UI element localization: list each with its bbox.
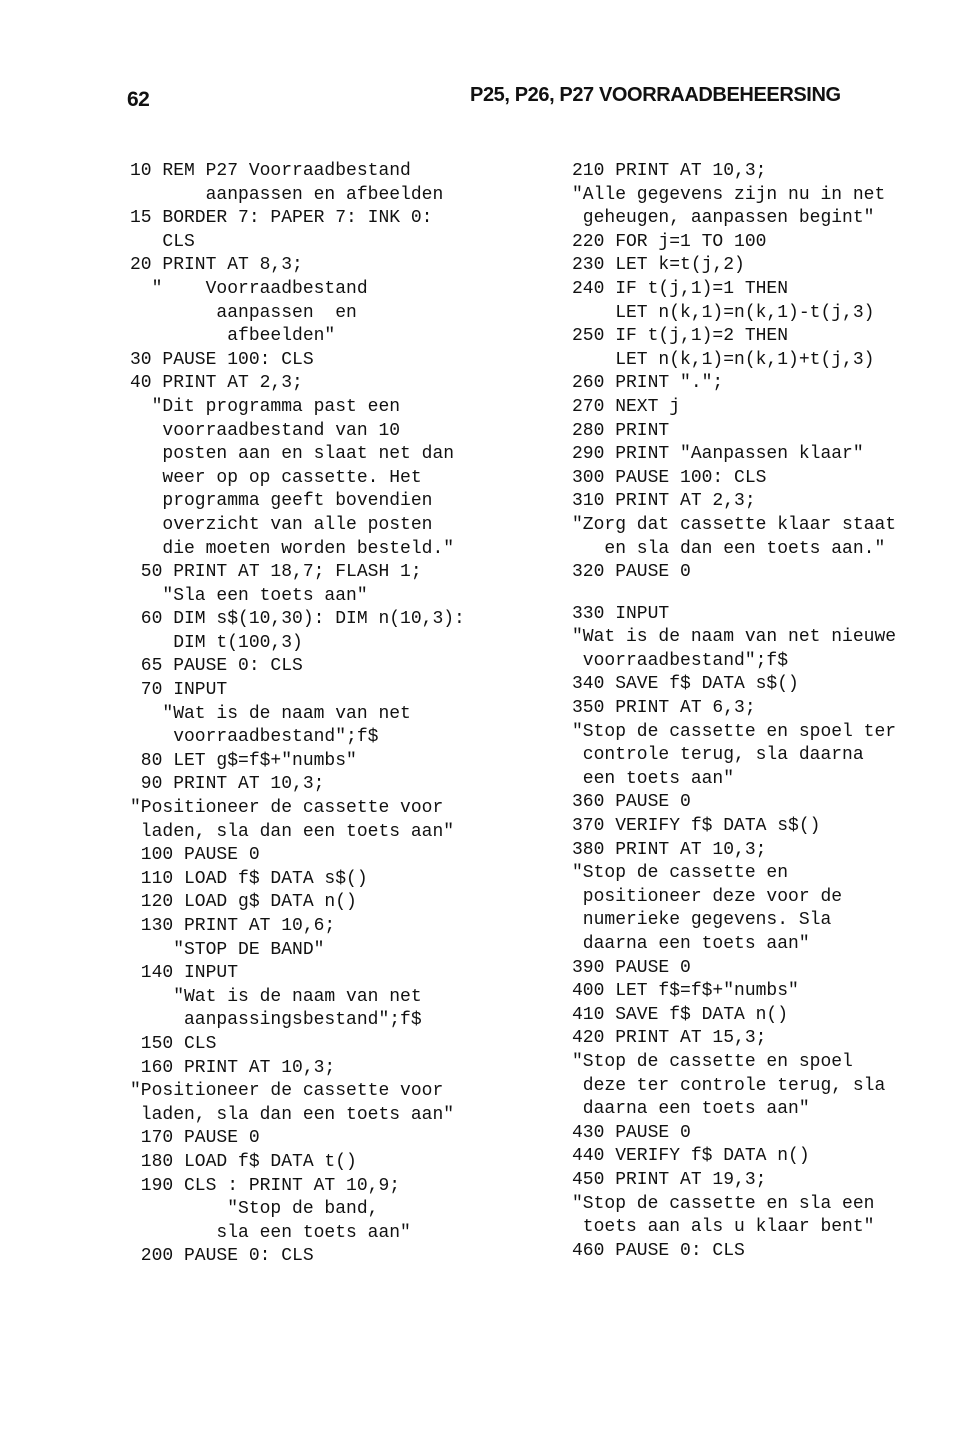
code-line: posten aan en slaat net dan bbox=[130, 444, 455, 465]
code-line: 270 NEXT j bbox=[572, 396, 681, 417]
code-line: 200 PAUSE 0: CLS bbox=[130, 1246, 314, 1267]
code-line: afbeelden" bbox=[130, 326, 336, 347]
code-line: LET n(k,1)=n(k,1)+t(j,3) bbox=[572, 349, 875, 370]
code-line: daarna een toets aan" bbox=[572, 934, 810, 954]
code-line: "Stop de cassette en spoel ter bbox=[572, 721, 897, 742]
code-line: 20 PRINT AT 8,3; bbox=[130, 255, 303, 276]
code-line: 260 PRINT "."; bbox=[572, 373, 724, 394]
code-line: 440 VERIFY f$ DATA n() bbox=[572, 1146, 810, 1167]
code-line: 30 PAUSE 100: CLS bbox=[130, 349, 314, 370]
code-line: "Stop de cassette en bbox=[572, 863, 789, 884]
code-line: 10 REM P27 Voorraadbestand bbox=[130, 161, 411, 181]
code-line: aanpassen en afbeelden bbox=[130, 184, 444, 205]
code-line: programma geeft bovendien bbox=[130, 491, 433, 512]
listing-right-column bbox=[572, 160, 896, 1263]
code-line: 160 PRINT AT 10,3; bbox=[130, 1057, 336, 1078]
code-line: "Wat is de naam van net nieuwe bbox=[572, 627, 897, 648]
code-line: daarna een toets aan" bbox=[572, 1099, 810, 1120]
code-line: 330 INPUT bbox=[572, 603, 670, 624]
code-line: positioneer deze voor de bbox=[572, 886, 843, 907]
code-line: 360 PAUSE 0 bbox=[572, 792, 691, 813]
code-line: 320 PAUSE 0 bbox=[572, 562, 691, 583]
code-line: 170 PAUSE 0 bbox=[130, 1128, 260, 1149]
listing-left-column bbox=[130, 160, 465, 1269]
code-line: 450 PRINT AT 19,3; bbox=[572, 1169, 767, 1190]
code-line: 90 PRINT AT 10,3; bbox=[130, 774, 325, 795]
code-line: DIM t(100,3) bbox=[130, 632, 303, 653]
code-line: controle terug, sla daarna bbox=[572, 745, 864, 766]
code-line: aanpassingsbestand";f$ bbox=[130, 1010, 422, 1031]
code-line: 130 PRINT AT 10,6; bbox=[130, 916, 336, 936]
page-number: 62 bbox=[127, 88, 150, 111]
code-line: 290 PRINT "Aanpassen klaar" bbox=[572, 444, 864, 465]
code-line: "Positioneer de cassette voor bbox=[130, 798, 444, 819]
code-line: 190 CLS : PRINT AT 10,9; bbox=[130, 1175, 401, 1196]
code-line: 370 VERIFY f$ DATA s$() bbox=[572, 816, 821, 837]
code-line: "Stop de cassette en sla een bbox=[572, 1193, 875, 1214]
code-line: "Dit programma past een bbox=[130, 396, 401, 417]
code-line: die moeten worden besteld." bbox=[130, 538, 455, 559]
code-line: toets aan als u klaar bent" bbox=[572, 1217, 875, 1238]
code-line: deze ter controle terug, sla bbox=[572, 1075, 886, 1096]
code-line: " Voorraadbestand bbox=[130, 278, 368, 299]
code-line: "Sla een toets aan" bbox=[130, 585, 368, 606]
code-line: 240 IF t(j,1)=1 THEN bbox=[572, 278, 789, 299]
code-line: 150 CLS bbox=[130, 1033, 217, 1054]
code-line: 300 PAUSE 100: CLS bbox=[572, 467, 767, 488]
code-line: CLS bbox=[130, 231, 195, 252]
running-title: P25, P26, P27 VOORRAADBEHEERSING bbox=[470, 84, 841, 106]
code-line: aanpassen en bbox=[130, 302, 357, 323]
code-line: 15 BORDER 7: PAPER 7: INK 0: bbox=[130, 208, 433, 229]
code-line: 80 LET g$=f$+"numbs" bbox=[130, 750, 357, 771]
code-line: 140 INPUT bbox=[130, 963, 239, 984]
code-line: een toets aan" bbox=[572, 768, 735, 789]
code-line: "Zorg dat cassette klaar staat bbox=[572, 514, 897, 535]
code-line: 110 LOAD f$ DATA s$() bbox=[130, 868, 368, 889]
code-line: 230 LET k=t(j,2) bbox=[572, 255, 745, 276]
code-line: 280 PRINT bbox=[572, 420, 670, 441]
code-line: "STOP DE BAND" bbox=[130, 939, 325, 960]
code-line: "Alle gegevens zijn nu in net bbox=[572, 184, 886, 205]
code-line: 100 PAUSE 0 bbox=[130, 845, 260, 866]
code-line: 60 DIM s$(10,30): DIM n(10,3): bbox=[130, 609, 465, 630]
code-line: laden, sla dan een toets aan" bbox=[130, 1104, 455, 1125]
code-line: 50 PRINT AT 18,7; FLASH 1; bbox=[130, 562, 422, 583]
code-line: voorraadbestand";f$ bbox=[130, 727, 379, 748]
code-line: 250 IF t(j,1)=2 THEN bbox=[572, 326, 789, 347]
code-line: geheugen, aanpassen begint" bbox=[572, 208, 875, 229]
code-line: "Stop de cassette en spoel bbox=[572, 1051, 853, 1072]
code-line: 220 FOR j=1 TO 100 bbox=[572, 231, 767, 252]
code-line: numerieke gegevens. Sla bbox=[572, 910, 832, 931]
code-line: 340 SAVE f$ DATA s$() bbox=[572, 674, 799, 695]
code-line: voorraadbestand";f$ bbox=[572, 650, 789, 671]
code-line: 180 LOAD f$ DATA t() bbox=[130, 1151, 357, 1172]
block-gap bbox=[572, 585, 896, 603]
code-line: 310 PRINT AT 2,3; bbox=[572, 491, 756, 512]
code-line: weer op op cassette. Het bbox=[130, 467, 422, 488]
code-line: "Wat is de naam van net bbox=[130, 986, 422, 1007]
code-line: overzicht van alle posten bbox=[130, 514, 433, 535]
code-line: "Positioneer de cassette voor bbox=[130, 1081, 444, 1102]
code-line: 350 PRINT AT 6,3; bbox=[572, 698, 756, 719]
code-line: 400 LET f$=f$+"numbs" bbox=[572, 981, 799, 1002]
code-line: 430 PAUSE 0 bbox=[572, 1122, 691, 1143]
code-line: 120 LOAD g$ DATA n() bbox=[130, 892, 357, 913]
code-line: 210 PRINT AT 10,3; bbox=[572, 161, 767, 181]
code-line: 70 INPUT bbox=[130, 680, 228, 701]
code-line: 380 PRINT AT 10,3; bbox=[572, 839, 767, 860]
code-line: en sla dan een toets aan." bbox=[572, 538, 886, 559]
code-line: 420 PRINT AT 15,3; bbox=[572, 1028, 767, 1049]
code-line: 390 PAUSE 0 bbox=[572, 957, 691, 978]
code-line: "Wat is de naam van net bbox=[130, 703, 411, 724]
code-line: sla een toets aan" bbox=[130, 1222, 411, 1243]
code-line: 410 SAVE f$ DATA n() bbox=[572, 1004, 789, 1025]
code-line: laden, sla dan een toets aan" bbox=[130, 821, 455, 842]
code-line: voorraadbestand van 10 bbox=[130, 420, 401, 441]
code-line: 40 PRINT AT 2,3; bbox=[130, 373, 303, 394]
code-line: "Stop de band, bbox=[130, 1199, 379, 1220]
code-line: LET n(k,1)=n(k,1)-t(j,3) bbox=[572, 302, 875, 323]
code-line: 65 PAUSE 0: CLS bbox=[130, 656, 303, 677]
code-line: 460 PAUSE 0: CLS bbox=[572, 1240, 745, 1261]
